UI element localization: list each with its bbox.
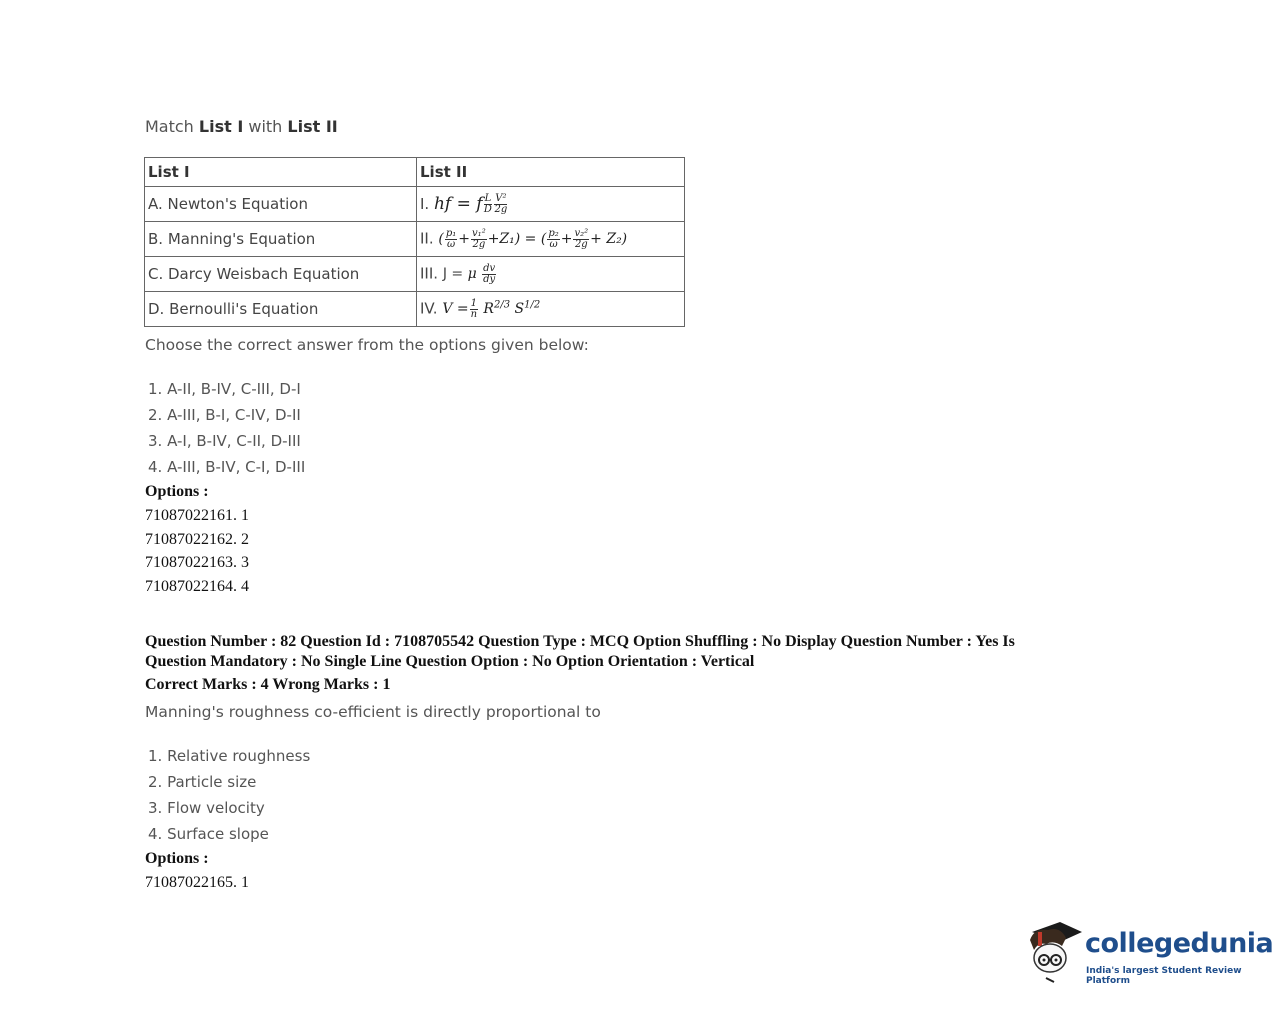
match-instruction: Match List I with List II [145,117,338,136]
list-item: 1. A-II, B-IV, C-III, D-I [148,380,301,398]
list-item: 4. A-III, B-IV, C-I, D-III [148,458,306,476]
table-row [145,257,685,292]
table-row [145,222,685,257]
table-header-row [145,158,685,187]
list-item: 3. Flow velocity [148,799,265,817]
mascot-icon [1024,918,1084,988]
brand-tagline: India's largest Student Review Platform [1086,966,1242,986]
brand-name: collegedunia [1085,928,1274,959]
bernoulli-equation: ( $\frac{\text{p₁}}{\omega}$ + $\frac{\text{v₁²}}{2g}$ +Z₁) = ( $\frac{\text{p₂}}{\omega}$ + $\frac{\text{v₂²}}{2g}$ + Z₂) [438,227,628,250]
table-row [145,187,685,222]
table-cell: D. Bernoulli's Equation [145,292,417,327]
equation-cell: II. ( $\frac{\text{p₁}}{\omega}$ + $\frac{\text{v₁²}}{2g}$ +Z₁) = ( $\frac{\text{p₂}}{\omega}$ + $\frac{\text{v₂²}}{2g}$ + Z₂) [417,222,685,257]
option-id: 71087022161. 1 [145,507,249,524]
q2-choice-list [148,743,310,847]
table-cell: B. Manning's Equation [145,222,417,257]
table-header: List II [417,158,685,187]
option-id: 71087022164. 4 [145,578,249,595]
table-cell: A. Newton's Equation [145,187,417,222]
list-item: 3. A-I, B-IV, C-II, D-III [148,432,301,450]
choose-instruction: Choose the correct answer from the options given below: [145,336,589,354]
list-item: 4. Surface slope [148,825,269,843]
table-cell: C. Darcy Weisbach Equation [145,257,417,292]
list-item: 1. Relative roughness [148,747,311,765]
equation-cell: IV. V = $\frac{1}{n}$ $R^{2/3}$ $S^{1/2}$ [417,292,685,327]
option-id: 71087022165. 1 [145,874,249,891]
newton-viscosity-equation: J = μ $\frac{dv}{dy}$ [442,262,496,285]
table-header: List I [145,158,417,187]
question-metadata: Question Number : 82 Question Id : 7108705542 Question Type : MCQ Option Shuffling : No Display Question Number : Yes Is Question Mandatory : No Single Line Question Option : No Option Orientation : Vertical Correct Marks : 4 Wrong Marks : 1 [145,633,1015,693]
q1-choice-list [148,376,305,480]
manning-equation: V = $\frac{1}{n}$ $R^{2/3}$ $S^{1/2}$ [442,297,541,320]
options-heading: Options : [145,850,209,867]
table-row [145,292,685,327]
list-item: 2. A-III, B-I, C-IV, D-II [148,406,301,424]
options-heading: Options : [145,483,209,500]
newton-equation: hf = f $\frac{L}{D}$ $\frac{\text{V²}}{2g}$ [433,192,508,215]
equation-cell: III. J = μ $\frac{dv}{dy}$ [417,257,685,292]
option-id: 71087022163. 3 [145,554,249,571]
equation-cell: I. hf = f $\frac{L}{D}$ $\frac{\text{V²}}{2g}$ [417,187,685,222]
option-id: 71087022162. 2 [145,531,249,548]
list-item: 2. Particle size [148,773,257,791]
question-text: Manning's roughness co-efficient is directly proportional to [145,703,601,721]
match-table [144,157,685,327]
